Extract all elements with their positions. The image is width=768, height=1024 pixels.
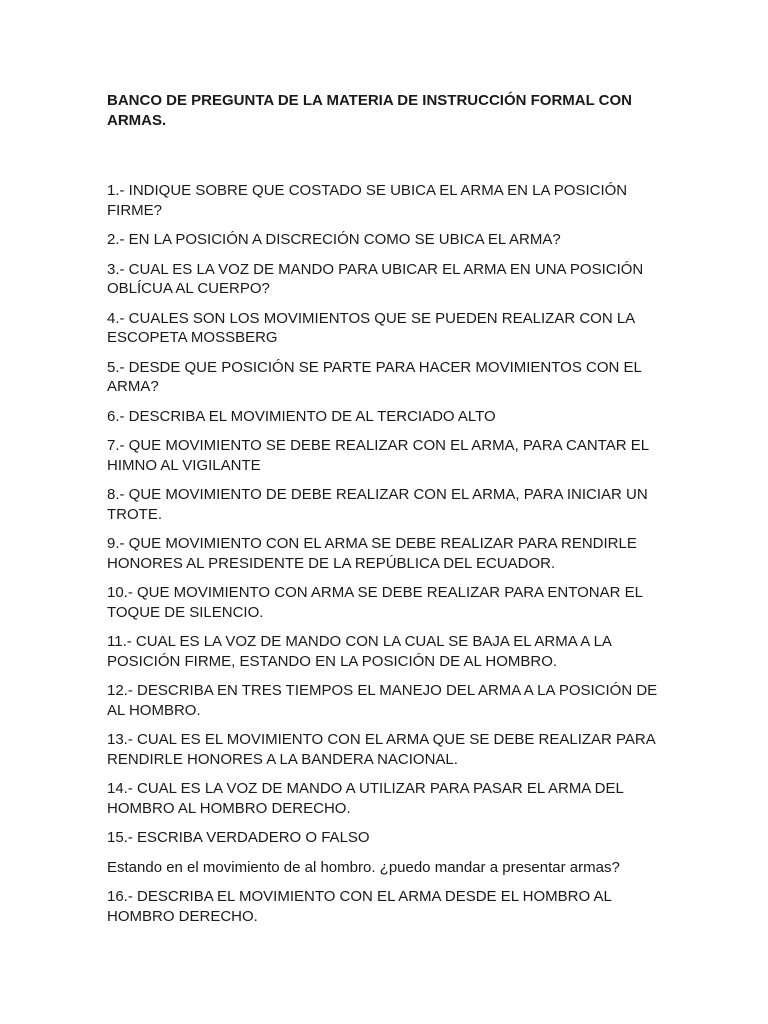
question-10: 10.- QUE MOVIMIENTO CON ARMA SE DEBE REALIZAR PARA ENTONAR EL TOQUE DE SILENCIO. [107, 584, 643, 621]
question-list [107, 181, 662, 926]
question-9: 9.- QUE MOVIMIENTO CON EL ARMA SE DEBE REALIZAR PARA RENDIRLE HONORES AL PRESIDENTE DE LA REPÚBLICA DEL ECUADOR. [107, 535, 637, 572]
document-content [107, 91, 662, 936]
question-12: 12.- DESCRIBA EN TRES TIEMPOS EL MANEJO DEL ARMA A LA POSICIÓN DE AL HOMBRO. [107, 682, 658, 719]
question-11: 11.- CUAL ES LA VOZ DE MANDO CON LA CUAL SE BAJA EL ARMA A LA POSICIÓN FIRME, ESTANDO EN LA POSICIÓN DE AL HOMBRO. [107, 633, 612, 670]
question-15: 15.- ESCRIBA VERDADERO O FALSO [107, 829, 370, 846]
question-4: 4.- CUALES SON LOS MOVIMIENTOS QUE SE PUEDEN REALIZAR CON LA ESCOPETA MOSSBERG [107, 309, 635, 346]
question-3: 3.- CUAL ES LA VOZ DE MANDO PARA UBICAR EL ARMA EN UNA POSICIÓN OBLÍCUA AL CUERPO? [107, 260, 644, 297]
question-16: 16.- DESCRIBA EL MOVIMIENTO CON EL ARMA DESDE EL HOMBRO AL HOMBRO DERECHO. [107, 888, 612, 925]
question-13: 13.- CUAL ES EL MOVIMIENTO CON EL ARMA QUE SE DEBE REALIZAR PARA RENDIRLE HONORES A LA BANDERA NACIONAL. [107, 731, 655, 768]
question-15-statement: Estando en el movimiento de al hombro. ¿puedo mandar a presentar armas? [107, 858, 620, 876]
question-2: 2.- EN LA POSICIÓN A DISCRECIÓN COMO SE UBICA EL ARMA? [107, 231, 561, 248]
question-5: 5.- DESDE QUE POSICIÓN SE PARTE PARA HACER MOVIMIENTOS CON EL ARMA? [107, 358, 642, 395]
question-6: 6.- DESCRIBA EL MOVIMIENTO DE AL TERCIADO ALTO [107, 407, 496, 425]
question-1: 1.- INDIQUE SOBRE QUE COSTADO SE UBICA EL ARMA EN LA POSICIÓN FIRME? [107, 182, 628, 219]
question-8: 8.- QUE MOVIMIENTO DE DEBE REALIZAR CON EL ARMA, PARA INICIAR UN TROTE. [107, 486, 648, 523]
question-14: 14.- CUAL ES LA VOZ DE MANDO A UTILIZAR PARA PASAR EL ARMA DEL HOMBRO AL HOMBRO DERECHO. [107, 780, 624, 817]
question-7: 7.- QUE MOVIMIENTO SE DEBE REALIZAR CON EL ARMA, PARA CANTAR EL HIMNO AL VIGILANTE [107, 437, 649, 474]
document-title: BANCO DE PREGUNTA DE LA MATERIA DE INSTRUCCIÓN FORMAL CON ARMAS. [107, 92, 632, 129]
